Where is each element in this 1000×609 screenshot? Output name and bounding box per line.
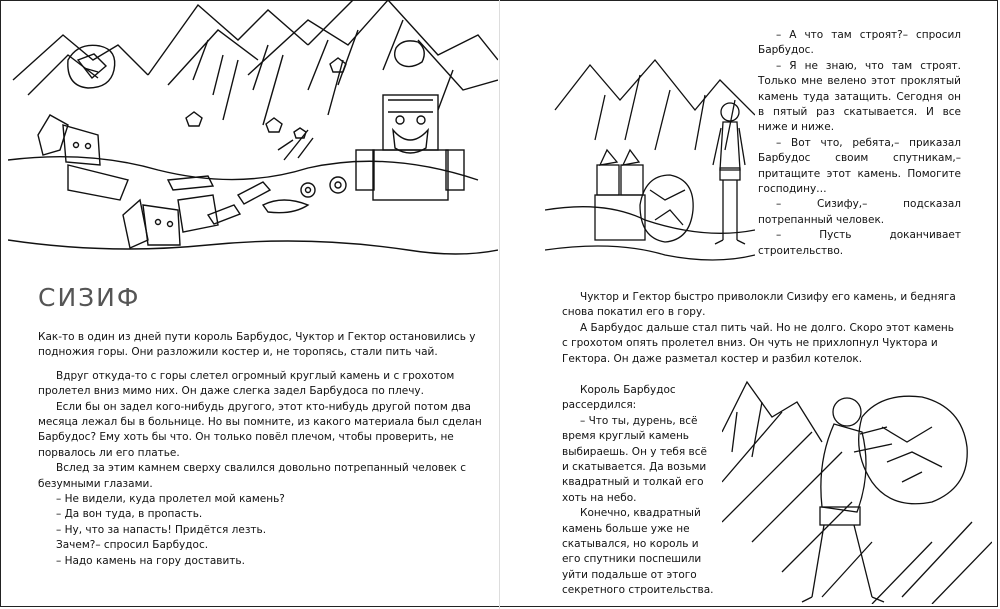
sisyphus-standing [713, 103, 745, 244]
right-paragraph: А Барбудос дальше стал пить чай. Но не долго. Скоро этот камень с грохотом опять пролетел вниз. Он чуть не прихлопнул Чуктора и Гектора. Он даже разметал костер и разбил котелок. [562, 321, 954, 365]
right-paragraph: Конечно, квадратный камень больше уже не скатывался, но король и его спутники поспешили уйти подальше от этого секретного строительства. [562, 507, 714, 597]
dialogue-line: – Надо камень на гору доставить. [56, 554, 245, 567]
round-boulder [640, 175, 693, 242]
river-banks [8, 157, 498, 254]
left-paragraph: Вдруг откуда-то с горы слетел огромный круглый камень и с грохотом пролетел вниз мимо них. Он даже слегка задел Барбудоса по плечу. [38, 369, 455, 398]
pushed-boulder [859, 396, 968, 504]
right-middle-text [562, 290, 962, 367]
illustration-sisyphus-pushing [722, 372, 992, 604]
king-barbudos [356, 95, 464, 200]
dialogue-line: – Вот что, ребята,– приказал Барбудос своим спутникам,– притащите этот камень. Помогите господину… [758, 136, 961, 196]
right-paragraph: Король Барбудос рассердился: [562, 384, 676, 412]
dialogue-line: Зачем?– спросил Барбудос. [56, 539, 209, 552]
left-paragraph: Если бы он задел кого-нибудь другого, этот кто-нибудь другой потом два месяца лежал бы в больнице. Но вы помните, из какого материала был сделан Барбудос? Ему хоть бы что. Он только повёл плечом, чтобы проверить, не порвалось ли его платье. [38, 400, 482, 459]
dialogue-line: – Да вон туда, в пропасть. [56, 508, 203, 521]
right-top-text [758, 28, 961, 259]
dialogue-line: – Я не знаю, что там строят. Только мне велено этот проклятый камень туда затащить. Сегодня он в пятый раз скатывается. И все ниже и ниже. [758, 59, 961, 134]
companions [595, 150, 645, 240]
dialogue-line: – Что ты, дурень, всё время круглый камень выбираешь. Он у тебя всё и скатывается. Да возьми квадратный и толкай его хоть на небо. [562, 414, 707, 504]
hector [123, 195, 218, 248]
dialogue-line: – Ну, что за напасть! Придётся лезть. [56, 523, 267, 536]
mountains [13, 0, 498, 125]
right-bottom-text [562, 383, 717, 599]
dialogue-line: – Сизифу,– подсказал потрепанный человек. [758, 198, 961, 226]
left-column-text [38, 330, 483, 569]
illustration-campfire [8, 0, 498, 270]
illustration-sisyphus-meeting [545, 40, 755, 270]
right-paragraph: Чуктор и Гектор быстро приволокли Сизифу его камень, и бедняга снова покатил его в гору. [562, 291, 956, 319]
dialogue-line: – Пусть доканчивает строительство. [758, 229, 961, 257]
sisyphus-pushing [802, 398, 892, 602]
story-title: СИЗИФ [38, 283, 141, 312]
dialogue-line: – А что там строят?– спросил Барбудос. [758, 29, 961, 57]
book-spine [499, 0, 500, 609]
boulders [68, 41, 424, 138]
left-paragraph: Как-то в один из дней пути король Барбудос, Чуктор и Гектор остановились у подножия горы. Они разложили костер и, не торопясь, стали пить чай. [38, 331, 476, 359]
left-paragraph: Вслед за этим камнем сверху свалился довольно потрепанный человек с безумными глазами. [38, 462, 466, 490]
dialogue-line: – Не видели, куда пролетел мой камень? [56, 493, 285, 506]
